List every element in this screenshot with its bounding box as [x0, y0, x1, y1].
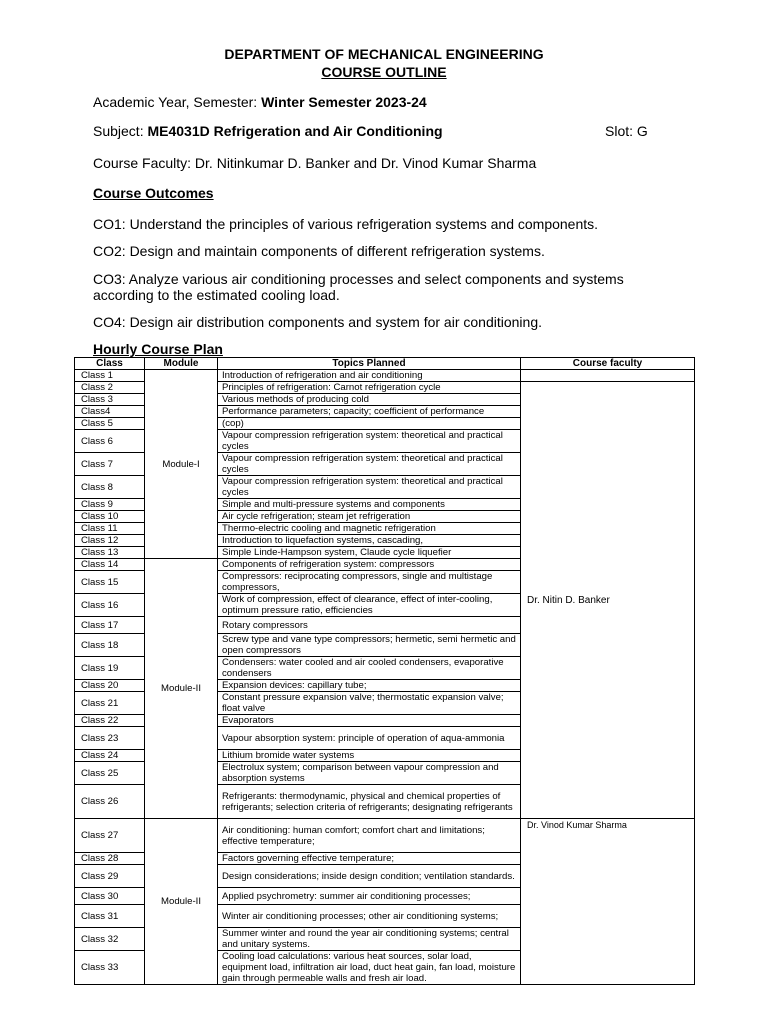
topic-cell: Evaporators [218, 715, 521, 727]
topic-cell: Thermo-electric cooling and magnetic refrigeration [218, 523, 521, 535]
class-cell: Class 24 [75, 750, 145, 762]
topic-cell: Vapour compression refrigeration system: theoretical and practical cycles [218, 430, 521, 453]
topic-cell: Vapour absorption system: principle of operation of aqua-ammonia [218, 727, 521, 750]
topic-cell: Design considerations; inside design condition; ventilation standards. [218, 865, 521, 888]
course-faculty-line: Course Faculty: Dr. Nitinkumar D. Banker and Dr. Vinod Kumar Sharma [93, 155, 537, 171]
class-cell: Class 2 [75, 382, 145, 394]
faculty-cell-empty [521, 370, 695, 382]
class-cell: Class 31 [75, 905, 145, 928]
topic-cell: Applied psychrometry: summer air conditioning processes; [218, 888, 521, 905]
topic-cell: (cop) [218, 418, 521, 430]
column-header-faculty: Course faculty [521, 358, 695, 370]
topic-cell: Air cycle refrigeration; steam jet refrigeration [218, 511, 521, 523]
topic-cell: Rotary compressors [218, 617, 521, 634]
class-cell: Class 26 [75, 785, 145, 819]
class-cell: Class 32 [75, 928, 145, 951]
academic-year-value: Winter Semester 2023-24 [261, 94, 427, 110]
topic-cell: Vapour compression refrigeration system: theoretical and practical cycles [218, 476, 521, 499]
topic-cell: Factors governing effective temperature; [218, 853, 521, 865]
class-cell: Class 18 [75, 634, 145, 657]
class-cell: Class 5 [75, 418, 145, 430]
column-header-topics: Topics Planned [218, 358, 521, 370]
class-cell: Class 7 [75, 453, 145, 476]
topic-cell: Introduction to liquefaction systems, cascading, [218, 535, 521, 547]
class-cell: Class 16 [75, 594, 145, 617]
academic-year-label: Academic Year, Semester: [93, 94, 262, 110]
class-cell: Class 21 [75, 692, 145, 715]
module-cell: Module-II [145, 819, 218, 985]
topic-cell: Lithium bromide water systems [218, 750, 521, 762]
class-cell: Class 33 [75, 951, 145, 985]
topic-cell: Cooling load calculations: various heat sources, solar load, equipment load, infiltration air load, duct heat gain, fan load, moisture gain through permeable walls and fresh air load. [218, 951, 521, 985]
class-cell: Class 3 [75, 394, 145, 406]
course-outcome-3: CO3: Analyze various air conditioning processes and select components and systems according to the estimated cooling load. [93, 271, 624, 303]
class-cell: Class 28 [75, 853, 145, 865]
topic-cell: Performance parameters; capacity; coefficient of performance [218, 406, 521, 418]
document-title: COURSE OUTLINE [321, 64, 447, 80]
class-cell: Class 14 [75, 559, 145, 571]
class-cell: Class 17 [75, 617, 145, 634]
topic-cell: Introduction of refrigeration and air conditioning [218, 370, 521, 382]
topic-cell: Expansion devices: capillary tube; [218, 680, 521, 692]
department-heading: DEPARTMENT OF MECHANICAL ENGINEERING [224, 46, 544, 62]
topic-cell: Components of refrigeration system: compressors [218, 559, 521, 571]
topic-cell: Constant pressure expansion valve; thermostatic expansion valve; float valve [218, 692, 521, 715]
topic-cell: Condensers: water cooled and air cooled condensers, evaporative condensers [218, 657, 521, 680]
faculty-cell: Dr. Nitin D. Banker [521, 382, 695, 819]
column-header-class: Class [75, 358, 145, 370]
topic-cell: Simple Linde-Hampson system, Claude cycle liquefier [218, 547, 521, 559]
subject-value: ME4031D Refrigeration and Air Conditioning [147, 123, 443, 139]
class-cell: Class 30 [75, 888, 145, 905]
faculty-cell: Dr. Vinod Kumar Sharma [521, 819, 695, 985]
topic-cell: Electrolux system; comparison between vapour compression and absorption systems [218, 762, 521, 785]
class-cell: Class 10 [75, 511, 145, 523]
class-cell: Class 27 [75, 819, 145, 853]
class-cell: Class 22 [75, 715, 145, 727]
course-plan-table-wrapper [74, 357, 694, 985]
topic-cell: Summer winter and round the year air conditioning systems; central and unitary systems. [218, 928, 521, 951]
class-cell: Class 6 [75, 430, 145, 453]
class-cell: Class 25 [75, 762, 145, 785]
course-plan-body [75, 370, 695, 985]
subject-line [93, 123, 443, 139]
class-cell: Class 1 [75, 370, 145, 382]
class-cell: Class 9 [75, 499, 145, 511]
course-plan-table [74, 357, 695, 985]
class-cell: Class 20 [75, 680, 145, 692]
topic-cell: Various methods of producing cold [218, 394, 521, 406]
table-row [75, 819, 695, 853]
subject-label: Subject: [93, 123, 148, 139]
module-cell: Module-II [145, 559, 218, 819]
class-cell: Class 11 [75, 523, 145, 535]
class-cell: Class 13 [75, 547, 145, 559]
class-cell: Class 15 [75, 571, 145, 594]
class-cell: Class 12 [75, 535, 145, 547]
topic-cell: Screw type and vane type compressors; hermetic, semi hermetic and open compressors [218, 634, 521, 657]
module-cell: Module-I [145, 370, 218, 559]
class-cell: Class 8 [75, 476, 145, 499]
slot-label: Slot: G [605, 123, 648, 139]
class-cell: Class 29 [75, 865, 145, 888]
class-cell: Class 19 [75, 657, 145, 680]
topic-cell: Compressors: reciprocating compressors, single and multistage compressors, [218, 571, 521, 594]
topic-cell: Vapour compression refrigeration system: theoretical and practical cycles [218, 453, 521, 476]
topic-cell: Simple and multi-pressure systems and components [218, 499, 521, 511]
topic-cell: Principles of refrigeration: Carnot refrigeration cycle [218, 382, 521, 394]
hourly-plan-heading: Hourly Course Plan [93, 341, 223, 357]
academic-year-line [93, 94, 427, 110]
table-header-row [75, 358, 695, 370]
course-outcome-4: CO4: Design air distribution components and system for air conditioning. [93, 314, 542, 330]
table-row [75, 370, 695, 382]
topic-cell: Winter air conditioning processes; other air conditioning systems; [218, 905, 521, 928]
class-cell: Class4 [75, 406, 145, 418]
course-outcomes-heading: Course Outcomes [93, 185, 214, 201]
topic-cell: Work of compression, effect of clearance, effect of inter-cooling, optimum pressure ratio, efficiencies [218, 594, 521, 617]
topic-cell: Air conditioning: human comfort; comfort chart and limitations; effective temperature; [218, 819, 521, 853]
column-header-module: Module [145, 358, 218, 370]
course-outcome-2: CO2: Design and maintain components of different refrigeration systems. [93, 243, 545, 259]
course-outcome-1: CO1: Understand the principles of various refrigeration systems and components. [93, 216, 599, 232]
topic-cell: Refrigerants: thermodynamic, physical and chemical properties of refrigerants; selection criteria of refrigerants; designating refrigerants [218, 785, 521, 819]
class-cell: Class 23 [75, 727, 145, 750]
